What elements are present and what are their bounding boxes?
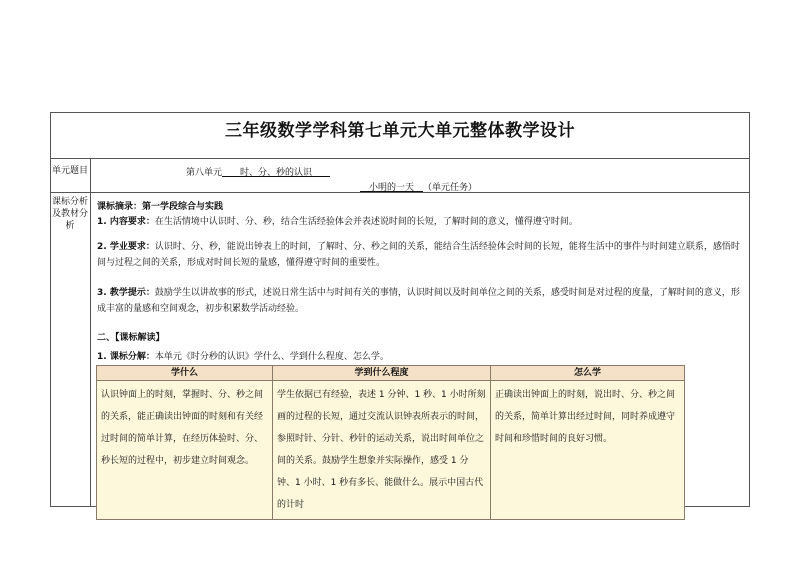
academic-requirement: 2. 学业要求：认识时、分、秒，能说出钟表上的时间，了解时、分、秒之间的关系，能结合生活经验体会时间的长短，能将生活中的事件与时间建立联系，感悟时间与过程之间的关系，形成对时间长短的量感，懂得遵守时间的重要性。: [97, 242, 740, 268]
cell-how: 正确读出钟面上的时刻，说出时、分、秒之间的关系，简单计算出经过时间，同时养成遵守时间和珍惜时间的良好习惯。: [491, 381, 685, 520]
unit-task-suffix: （单元任务）: [423, 183, 478, 193]
standards-breakdown: 1. 课标分解：本单元《时分秒的认识》学什么、学到什么程度、怎么学。: [97, 352, 389, 362]
document-title: 三年级数学学科第七单元大单元整体教学设计: [225, 121, 575, 141]
title-row-divider: [50, 158, 750, 159]
content-requirement: 1. 内容要求：在生活情境中认识时、分、秒，结合生活经验体会并表述说时间的长短，了解时间的意义，懂得遵守时间。: [97, 217, 578, 227]
cell-extent: 学生依据已有经验，表述 1 分钟、1 秒、1 小时所刻画的过程的长短，通过交流认识钟表所表示的时间，参照时针、分针、秒针的运动关系，说出时间单位之间的关系。鼓励学生想象并实际操作，感受 1 分钟、1 小时、1 秒有多长、能做什么。展示中国古代的计时: [273, 381, 491, 520]
unit-task-line: [360, 180, 477, 193]
section-standards-interpretation: 二、【课标解读】: [97, 333, 165, 343]
unit-title-line: [186, 165, 330, 178]
table-header-row: [97, 366, 685, 381]
learning-table: [96, 365, 685, 520]
analysis-label: 课标分析及教材分析: [51, 197, 88, 231]
header-what: 学什么: [97, 366, 273, 381]
unit-task-name: 小明的一天: [369, 183, 415, 193]
unit-number: 第八单元: [186, 168, 223, 178]
unit-topic: 时、分、秒的认识: [240, 168, 313, 178]
standards-heading: 课标摘录：第一学段综合与实践: [97, 202, 224, 212]
cell-what: 认识钟面上的时刻，掌握时、分、秒之间的关系，能正确读出钟面的时刻和有关经过时间的简单计算，在经历体验时、分、秒长短的过程中，初步建立时间观念。: [97, 381, 273, 520]
table-row: [97, 381, 685, 520]
unit-title-label: 单元题目: [51, 166, 88, 176]
header-how: 怎么学: [491, 366, 685, 381]
teaching-tip: 3. 教学提示：鼓励学生以讲故事的形式，述说日常生活中与时间有关的事情，认识时间以及时间单位之间的关系，感受时间是对过程的度量，了解时间的意义，形成丰富的量感和空间观念，初步积累数学活动经验。: [97, 288, 740, 314]
header-extent: 学到什么程度: [273, 366, 491, 381]
label-column-divider: [90, 158, 91, 507]
